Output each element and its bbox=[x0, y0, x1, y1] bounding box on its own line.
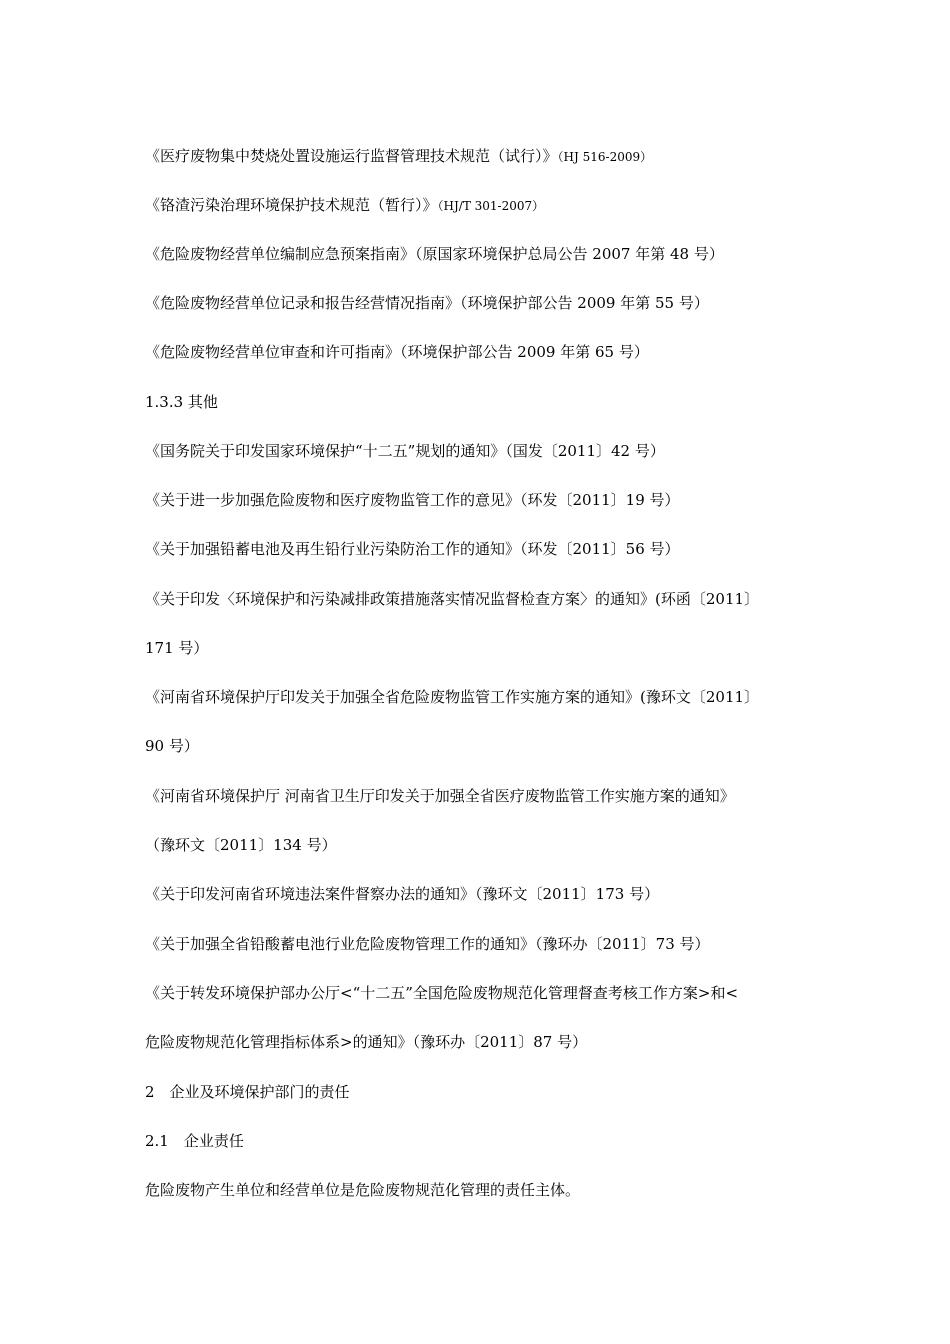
text-line-12: 《河南省环境保护厅印发关于加强全省危险废物监管工作实施方案的通知》(豫环文〔2011〕 bbox=[145, 688, 760, 706]
line-1-main: 《医疗废物集中焚烧处置设施运行监督管理技术规范（试行）》 bbox=[145, 147, 558, 165]
text-line-13: 90 号） bbox=[145, 737, 199, 755]
text-line-17: 《关于加强全省铅酸蓄电池行业危险废物管理工作的通知》（豫环办〔2011〕73 号） bbox=[145, 935, 710, 953]
text-line-3: 《危险废物经营单位编制应急预案指南》（原国家环境保护总局公告 2007 年第 48 号） bbox=[145, 245, 724, 263]
text-line-19: 危险废物规范化管理指标体系>的通知》（豫环办〔2011〕87 号） bbox=[145, 1033, 588, 1051]
text-line-8: 《关于进一步加强危险废物和医疗废物监管工作的意见》（环发〔2011〕19 号） bbox=[145, 491, 680, 509]
text-line-10: 《关于印发〈环境保护和污染减排政策措施落实情况监督检查方案〉的通知》(环函〔2011〕 bbox=[145, 590, 760, 608]
text-line-16: 《关于印发河南省环境违法案件督察办法的通知》（豫环文〔2011〕173 号） bbox=[145, 885, 660, 903]
text-line-4: 《危险废物经营单位记录和报告经营情况指南》（环境保护部公告 2009 年第 55 号） bbox=[145, 294, 709, 312]
body-paragraph: 危险废物产生单位和经营单位是危险废物规范化管理的责任主体。 bbox=[145, 1181, 581, 1199]
text-line-18: 《关于转发环境保护部办公厅<“十二五”全国危险废物规范化管理督查考核工作方案>和< bbox=[145, 984, 739, 1002]
section-heading-2-1: 2.1 企业责任 bbox=[145, 1132, 244, 1150]
text-line-7: 《国务院关于印发国家环境保护“十二五”规划的通知》（国发〔2011〕42 号） bbox=[145, 442, 665, 460]
text-line-9: 《关于加强铅蓄电池及再生铅行业污染防治工作的通知》（环发〔2011〕56 号） bbox=[145, 540, 680, 558]
line-2-main: 《铬渣污染治理环境保护技术规范（暂行）》 bbox=[145, 196, 438, 214]
line-1-code: （HJ 516-2009） bbox=[557, 150, 653, 164]
text-line-14: 《河南省环境保护厅 河南省卫生厅印发关于加强全省医疗废物监管工作实施方案的通知》 bbox=[145, 787, 735, 805]
section-heading-1-3-3: 1.3.3 其他 bbox=[145, 393, 218, 411]
text-line-11: 171 号） bbox=[145, 639, 209, 657]
line-2-code: （HJ/T 301-2007） bbox=[437, 199, 545, 213]
section-heading-2: 2 企业及环境保护部门的责任 bbox=[145, 1083, 350, 1101]
text-line-5: 《危险废物经营单位审查和许可指南》（环境保护部公告 2009 年第 65 号） bbox=[145, 343, 649, 361]
text-line-2 bbox=[145, 195, 815, 216]
text-line-1 bbox=[145, 146, 815, 167]
text-line-15: （豫环文〔2011〕134 号） bbox=[145, 836, 337, 854]
